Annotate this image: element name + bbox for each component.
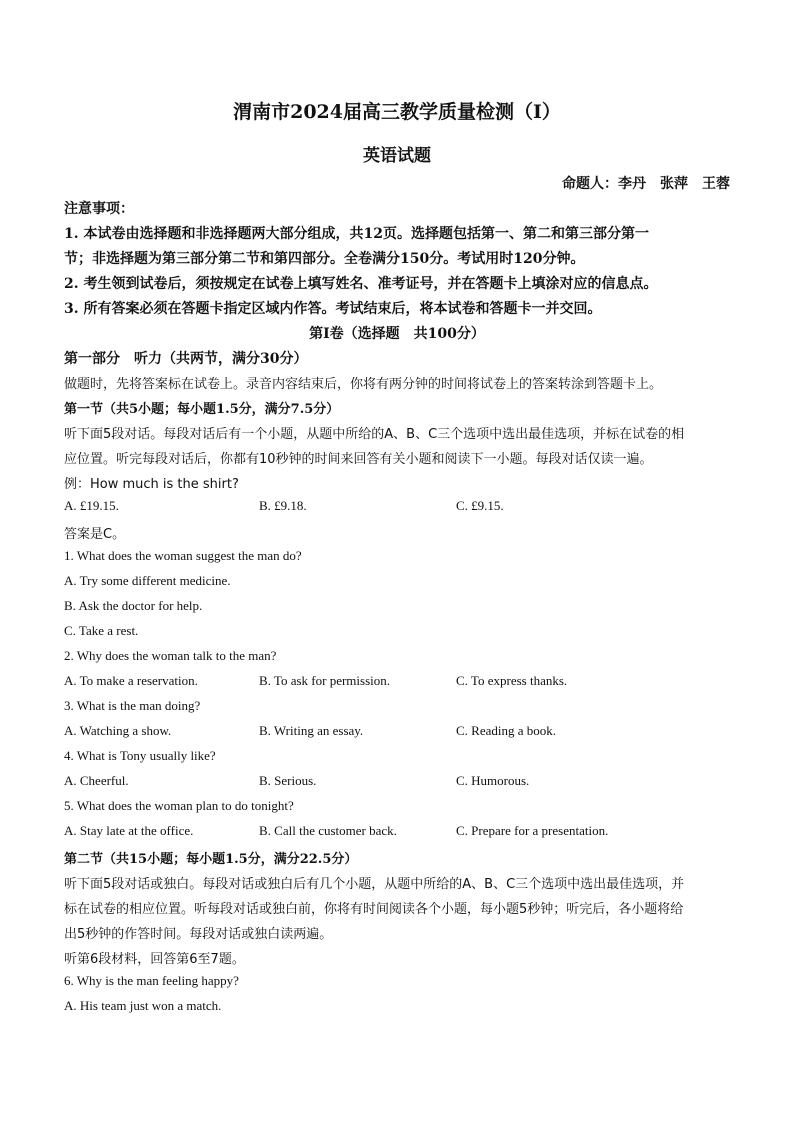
q2-option-a: A. To make a reservation. <box>64 673 198 688</box>
note-item-1-line-2: 节；非选择题为第三部分第二节和第四部分。全卷满分150分。考试用时120分钟。 <box>64 251 585 267</box>
section2-instruction-line-1: 听下面5段对话或独白。每段对话或独白后有几个小题，从题中所给的A、B、C三个选项中选出最佳选项，并 <box>64 877 685 892</box>
q1-question: 1. What does the woman suggest the man do? <box>64 548 302 563</box>
q6-option-a: A. His team just won a match. <box>64 998 222 1013</box>
q3-option-c: C. Reading a book. <box>456 723 557 738</box>
q2-option-b: B. To ask for permission. <box>259 673 391 688</box>
q3-option-a: A. Watching a show. <box>64 723 172 738</box>
q1-option-a: A. Try some different medicine. <box>64 573 231 588</box>
section2-instruction-line-3: 出5秒钟的作答时间。每段对话或独白读两遍。 <box>64 927 333 942</box>
q5-question: 5. What does the woman plan to do tonight? <box>64 798 294 813</box>
section2-instruction-line-2: 标在试卷的相应位置。听每段对话或独白前，你将有时间阅读各个小题，每小题5秒钟；听完后，各小题将给 <box>64 902 684 917</box>
authors-line: 命题人：李丹 张萍 王蓉 <box>562 176 730 192</box>
exam-title: 渭南市2024届高三教学质量检测（Ⅰ） <box>233 101 561 123</box>
q1-option-b: B. Ask the doctor for help. <box>64 598 203 613</box>
part1-instruction: 做题时，先将答案标在试卷上。录音内容结束后，你将有两分钟的时间将试卷上的答案转涂到答题卡上。 <box>64 377 663 392</box>
section1-instruction-line-1: 听下面5段对话。每段对话后有一个小题，从题中所给的A、B、C三个选项中选出最佳选项，并标在试卷的相 <box>64 427 685 442</box>
section1-heading: 第一节（共5小题；每小题1.5分，满分7.5分） <box>64 402 340 417</box>
q5-option-b: B. Call the customer back. <box>259 823 397 838</box>
subject-title: 英语试题 <box>363 146 431 166</box>
notes-heading: 注意事项： <box>64 201 134 217</box>
example-option-a: A. £19.15. <box>64 498 119 513</box>
q4-option-b: B. Serious. <box>259 773 317 788</box>
q4-option-c: C. Humorous. <box>456 773 530 788</box>
q6-question: 6. Why is the man feeling happy? <box>64 973 239 988</box>
note-item-2: 2. 考生领到试卷后，须按规定在试卷上填写姓名、准考证号，并在答题卡上填涂对应的信息点。 <box>64 276 658 292</box>
q2-option-c: C. To express thanks. <box>456 673 568 688</box>
q3-option-b: B. Writing an essay. <box>259 723 364 738</box>
q4-question: 4. What is Tony usually like? <box>64 748 216 763</box>
note-item-1-line-1: 1. 本试卷由选择题和非选择题两大部分组成，共12页。选择题包括第一、第二和第三部分第一 <box>64 226 649 242</box>
q5-option-c: C. Prepare for a presentation. <box>456 823 609 838</box>
q5-option-a: A. Stay late at the office. <box>64 823 194 838</box>
example-option-c: C. £9.15. <box>456 498 504 513</box>
section1-instruction-line-2: 应位置。听完每段对话后，你都有10秒钟的时间来回答有关小题和阅读下一小题。每段对话仅读一遍。 <box>64 452 653 467</box>
q2-question: 2. Why does the woman talk to the man? <box>64 648 277 663</box>
example-answer: 答案是C。 <box>64 527 126 542</box>
material-6-intro: 听第6段材料，回答第6至7题。 <box>64 952 245 967</box>
example-question: 例：How much is the shirt? <box>64 477 239 492</box>
q4-option-a: A. Cheerful. <box>64 773 129 788</box>
example-option-b: B. £9.18. <box>259 498 307 513</box>
section2-heading: 第二节（共15小题；每小题1.5分，满分22.5分） <box>64 852 358 867</box>
note-item-3: 3. 所有答案必须在答题卡指定区域内作答。考试结束后，将本试卷和答题卡一并交回。 <box>64 301 602 317</box>
volume-heading: 第Ⅰ卷（选择题 共100分） <box>309 326 485 342</box>
q1-option-c: C. Take a rest. <box>64 623 139 638</box>
q3-question: 3. What is the man doing? <box>64 698 201 713</box>
part1-heading: 第一部分 听力（共两节，满分30分） <box>64 351 308 367</box>
